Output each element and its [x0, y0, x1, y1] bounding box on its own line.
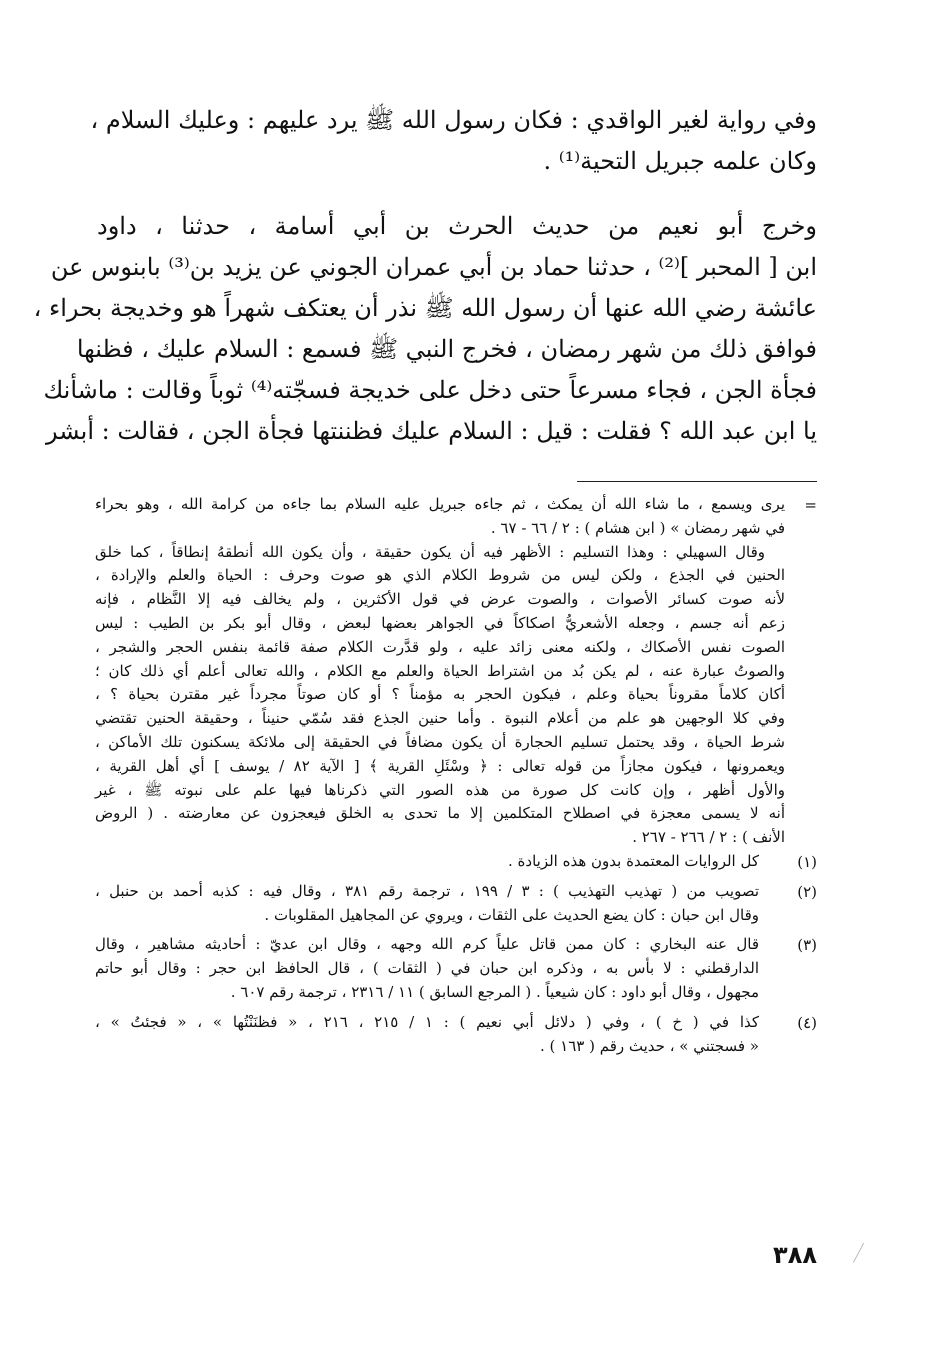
footnote-line: أنه لا يسمى معجزة في اصطلاح المتكلمين إلا ما تحدى به الخلق فيعجزون عن معارضته . ( الروض — [95, 804, 785, 823]
margin-pencil-mark — [853, 1243, 865, 1263]
footnote-separator — [577, 481, 817, 482]
text-line: فجأة الجن ، فجاء مسرعاً حتى دخل على خديجة فسجّته⁽⁴⁾ ثوباً وقالت : ماشأنك — [43, 376, 817, 404]
footnote-line: الأنف ) : ٢ / ٢٦٦ - ٢٦٧ . — [632, 828, 785, 847]
text-line: وفي رواية لغير الواقدي : فكان رسول الله ﷺ يرد عليهم : وعليك السلام ، — [90, 106, 817, 134]
footnote-line: الصوت نفس الأصكاك ، ولكنه معنى زائد عليه ، ولو قدَّرت الكلام صفة قائمة بنفس الحجر والشجر ، — [95, 637, 785, 656]
footnote-continued — [95, 493, 817, 541]
text-line: يا ابن عبد الله ؟ فقلت : قيل : السلام عليك فظننتها فجأة الجن ، فقالت : أبشر — [46, 417, 817, 445]
footnote-line: مجهول ، وقال أبو داود : كان شيعياً . ( المرجع السابق ) ١١ / ٢٣١٦ ، ترجمة رقم ٦٠٧ . — [230, 982, 759, 1001]
footnote-line: ويعمرونها ، فيكون مجازاً من قوله تعالى : ﴿ وسْئَلِ القرية ﴾ [ الآية ٨٢ / يوسف ] أي أهل القرية ، — [95, 756, 785, 775]
footnote-line: وفي كلا الوجهين هو علم من أعلام النبوة . وأما حنين الجذع فقد سُمّي حنيناً ، وحقيقة الحنين تقتضي — [95, 709, 785, 728]
footnote-line: والأول أظهر ، وإن كانت كل صورة من هذه الصور التي ذكرناها فيها علم على نبوته ﷺ ، غير — [95, 780, 785, 799]
footnote-number: (٤) — [797, 1013, 817, 1032]
footnotes-section — [95, 493, 817, 1058]
main-text — [33, 100, 817, 452]
footnote-line: لأنه صوت كسائر الأصوات ، والصوت عرض في قول الأكثرين ، ولم يخالف فيه إلا النَّظام ، فإنه — [95, 590, 785, 609]
footnote-line: « فسجتني » ، حديث رقم ( ١٦٣ ) . — [540, 1036, 759, 1055]
paragraph-1 — [90, 100, 817, 182]
text-line: عائشة رضي الله عنها أن رسول الله ﷺ نذر أن يعتكف شهراً هو وخديجة بحراء ، — [33, 294, 817, 322]
footnote-line: تصويب من ( تهذيب التهذيب ) : ٣ / ١٩٩ ، ترجمة رقم ٣٨١ ، وقال فيه : كذبه أحمد بن حنبل ، — [95, 881, 760, 900]
footnote-line: في شهر رمضان » ( ابن هشام ) : ٢ / ٦٦ - ٦٧ . — [490, 518, 785, 537]
footnote-number: (٢) — [797, 882, 817, 901]
text-line: ابن [ المحبر ]⁽²⁾ ، حدثنا حماد بن أبي عمران الجوني عن يزيد بن⁽³⁾ بابنوس عن — [50, 253, 817, 281]
footnote-number: (٣) — [797, 936, 817, 955]
footnote-line: قال عنه البخاري : كان ممن قاتل علياً كرم الله وجهه ، وقال ابن عديّ : أحاديثه مشاهير ، وقال — [95, 935, 760, 954]
footnote-number: (١) — [797, 852, 817, 871]
continuation-marker: = — [804, 496, 817, 514]
footnote-4 — [95, 1011, 817, 1059]
footnote-line: شرط الحياة ، وقد يحتمل تسليم الحجارة أن يكون مضافاً في الحقيقة إلى ملائكة يسكنون تلك الأماكن ، — [95, 732, 785, 751]
footnote-line: زعم أنه جسم ، وجعله الأشعريُّ اصكاكاً في الجواهر بعضها لبعض ، وقال أبو بكر بن الطيب : ليس — [95, 613, 785, 632]
footnote-line: الدارقطني : لا بأس به ، وذكره ابن حبان في ( الثقات ) ، قال الحافظ ابن حجر : وقال أبو حاتم — [95, 959, 759, 978]
footnote-line: وقال ابن حبان : كان يضع الحديث على الثقات ، ويروي عن المجاهيل المقلوبات . — [264, 905, 759, 924]
paragraph-2 — [33, 206, 817, 452]
footnote-3 — [95, 933, 817, 1004]
footnote-line: أكان كلاماً مقروناً بحياة وعلم ، فيكون الحجر به مؤمناً ؟ أو كان صوتاً مجرداً غير مقترن بحياة ؟ ، — [95, 685, 785, 704]
footnote-line: كذا في ( خ ) ، وفي ( دلائل أبي نعيم ) : ١ / ٢١٥ ، ٢١٦ ، « فظنَنْتُها » ، « فجئتُ » ، — [95, 1012, 759, 1031]
footnote-line: وقال السهيلي : وهذا التسليم : الأظهر فيه أن يكون حقيقة ، وأن يكون الله أنطقهُ إنطاقاً ، كما خلق — [95, 542, 765, 561]
footnote-line: والصوتُ عبارة عنه ، لم يكن بُد من اشتراط الحياة والعلم مع الكلام ، والله تعالى أعلم أي ذلك كان ؛ — [95, 661, 785, 680]
footnote-line: كل الروايات المعتمدة بدون هذه الزيادة . — [508, 851, 759, 870]
page-number: ٣٨٨ — [773, 1241, 817, 1269]
footnote-line: يرى ويسمع ، ما شاء الله أن يمكث ، ثم جاءه جبريل عليه السلام بما جاءه من كرامة الله ، وهو بحراء — [95, 495, 785, 513]
footnote-line: الحنين في الجذع ، ولكن ليس من شروط الكلام الذي هو صوت وحرف : الحياة والعلم والإرادة ، — [95, 566, 785, 585]
text-line: وخرج أبو نعيم من حديث الحرث بن أبي أسامة ، حدثنا ، داود — [97, 212, 817, 240]
text-line: فوافق ذلك من شهر رمضان ، فخرج النبي ﷺ فسمع : السلام عليك ، فظنها — [76, 335, 817, 363]
paragraph-gap — [97, 182, 817, 206]
footnote-2 — [95, 880, 817, 928]
footnote-suhayli — [95, 541, 817, 850]
text-line: وكان علمه جبريل التحية⁽¹⁾ . — [543, 147, 817, 175]
footnote-1 — [95, 850, 817, 874]
